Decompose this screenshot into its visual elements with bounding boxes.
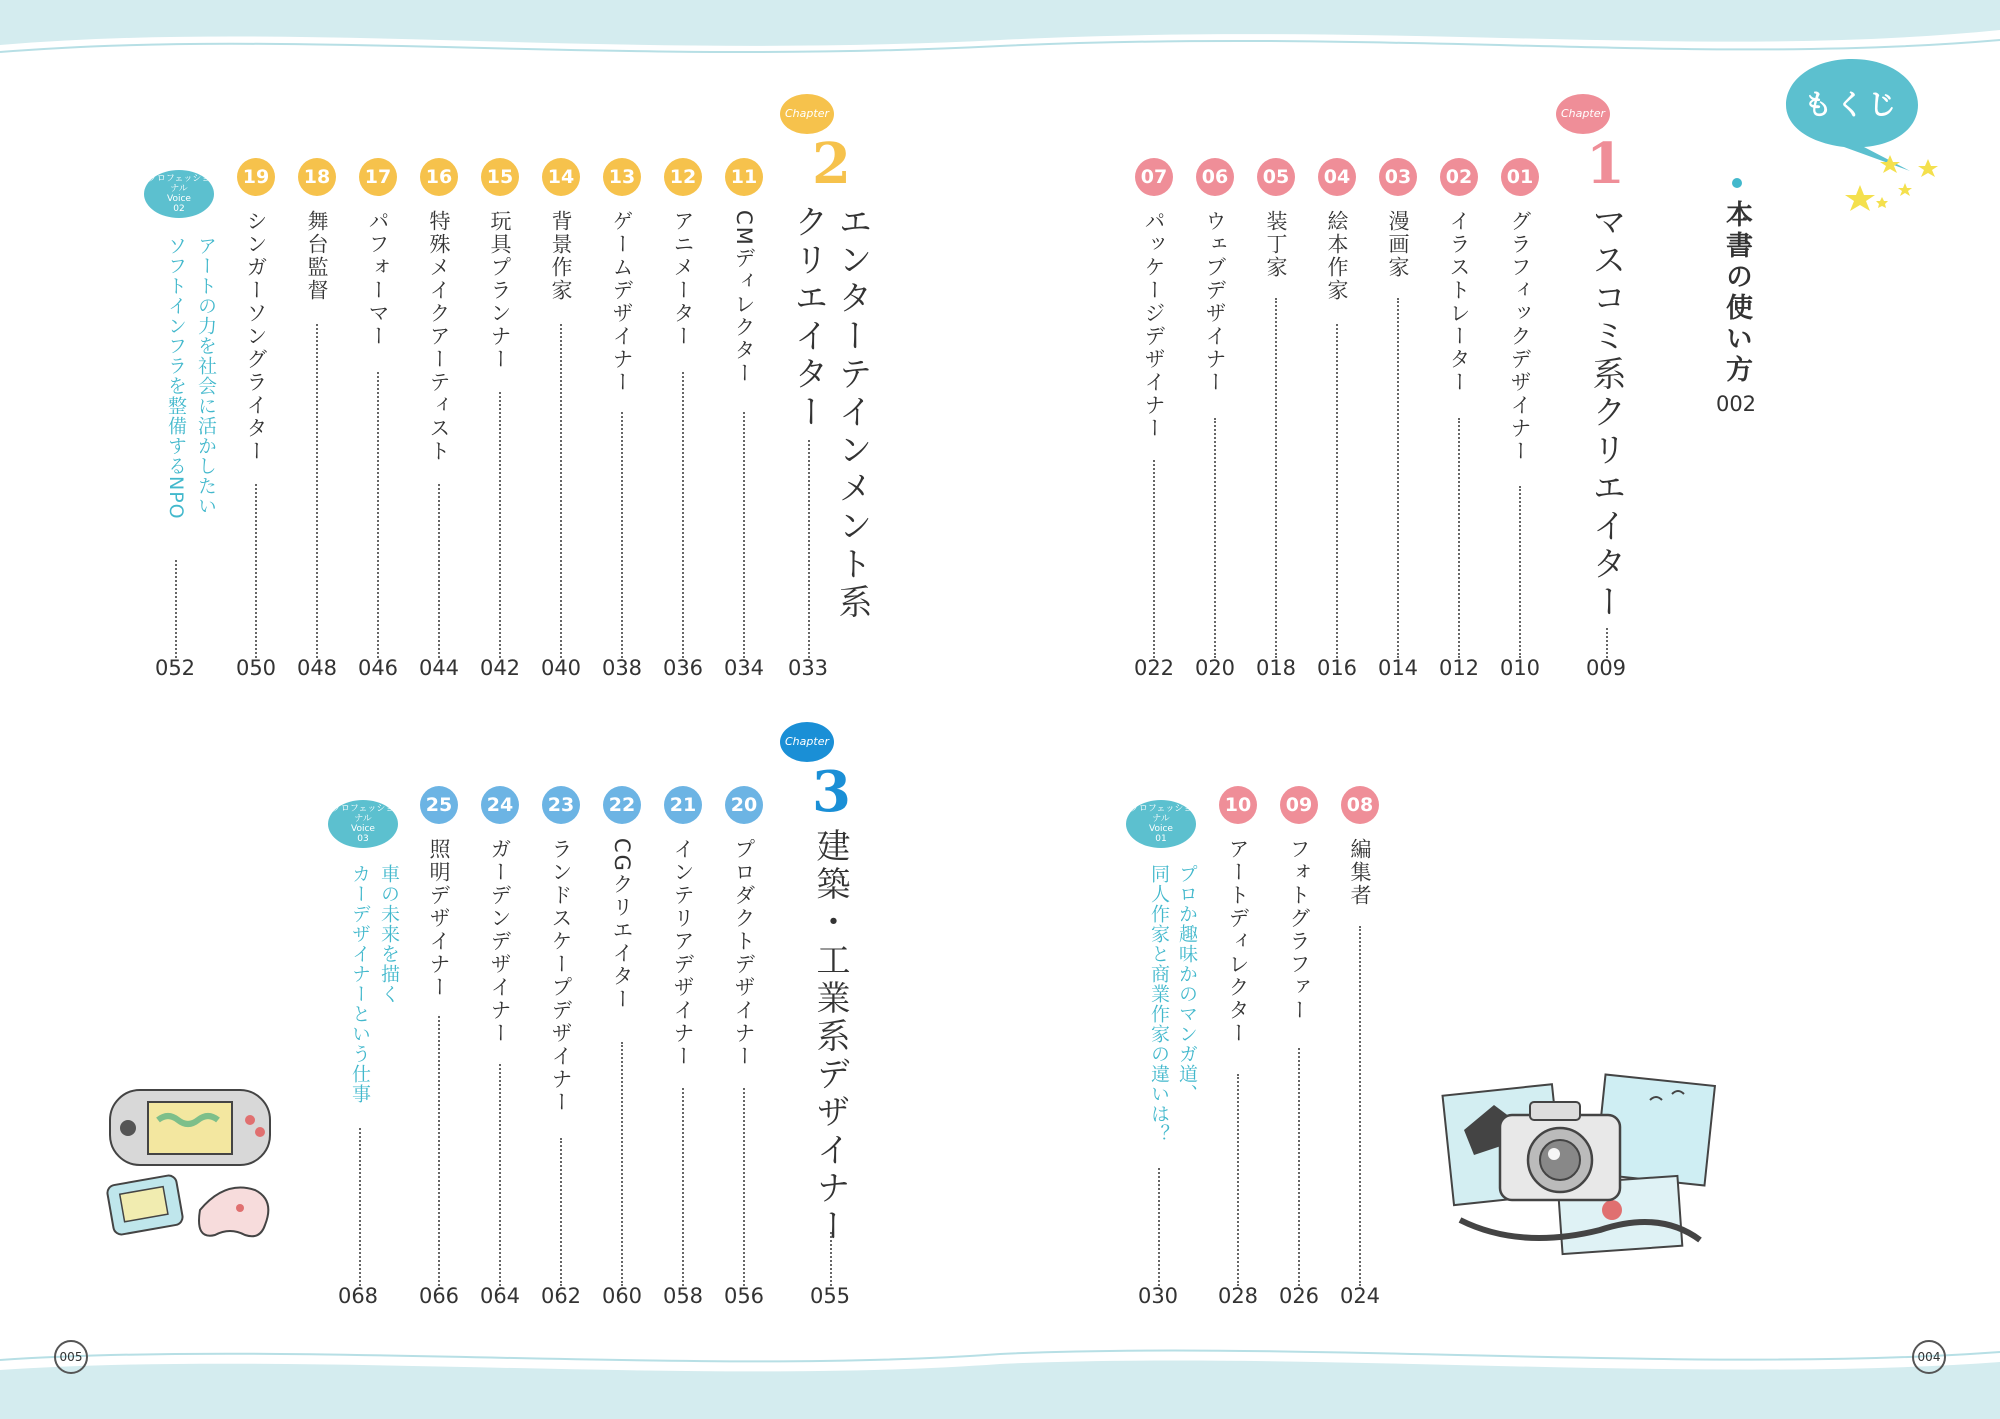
item-title-18[interactable]: 舞台監督 — [305, 210, 329, 302]
item-title-17[interactable]: パフォーマー — [366, 210, 390, 348]
camera-illustration — [1440, 1060, 1720, 1260]
item-title-25[interactable]: 照明デザイナー — [427, 838, 451, 999]
voice03-line1[interactable]: 車の未来を描く — [378, 864, 400, 1004]
voice01-line1[interactable]: プロか趣味かのマンガ道、 — [1176, 864, 1198, 1104]
item-num-11: 11 — [725, 158, 763, 196]
item-page-23: 062 — [540, 1284, 582, 1308]
chapter1-title: マスコミ系クリエイター — [1586, 204, 1626, 622]
item-page-12: 036 — [662, 656, 704, 680]
item-title-24[interactable]: ガーデンデザイナー — [488, 838, 512, 1045]
leader-21 — [682, 1088, 684, 1286]
item-num-19: 19 — [237, 158, 275, 196]
leader-08 — [1359, 926, 1361, 1286]
bottom-wave-band — [0, 1340, 2000, 1419]
voice02-leader — [175, 560, 177, 658]
item-page-19: 050 — [235, 656, 277, 680]
item-num-20: 20 — [725, 786, 763, 824]
voice02-line1[interactable]: アートの力を社会に活かしたい — [195, 236, 217, 516]
item-num-07: 07 — [1135, 158, 1173, 196]
chapter2-title-line1: エンターテインメント系 — [832, 204, 872, 622]
item-page-09: 026 — [1278, 1284, 1320, 1308]
leader-25 — [438, 1016, 440, 1286]
item-page-14: 040 — [540, 656, 582, 680]
item-page-07: 022 — [1133, 656, 1175, 680]
item-page-05: 018 — [1255, 656, 1297, 680]
voice03-page: 068 — [337, 1284, 379, 1308]
intro-title: 本書の使い方 — [1721, 200, 1752, 386]
leader-13 — [621, 412, 623, 658]
item-num-06: 06 — [1196, 158, 1234, 196]
item-num-16: 16 — [420, 158, 458, 196]
item-title-23[interactable]: ランドスケープデザイナー — [549, 838, 573, 1114]
item-page-11: 034 — [723, 656, 765, 680]
leader-18 — [316, 324, 318, 658]
folio-right: 004 — [1912, 1340, 1946, 1374]
item-title-08[interactable]: 編集者 — [1348, 838, 1372, 907]
chapter2-title-line2: クリエイター — [788, 204, 828, 432]
chapter1-badge: Chapter 1 — [1556, 94, 1636, 194]
item-title-22[interactable]: CGクリエイター — [610, 838, 634, 1011]
leader-14 — [560, 324, 562, 658]
item-page-18: 048 — [296, 656, 338, 680]
chapter3-number: 3 — [812, 759, 851, 825]
leader-22 — [621, 1042, 623, 1286]
item-num-14: 14 — [542, 158, 580, 196]
voice03-line2[interactable]: カーデザイナーという仕事 — [349, 864, 371, 1104]
item-title-14[interactable]: 背景作家 — [549, 210, 573, 302]
item-title-03[interactable]: 漫画家 — [1386, 210, 1410, 279]
leader-11 — [743, 412, 745, 658]
chapter3-badge: Chapter 3 — [780, 722, 860, 822]
chapter1-number: 1 — [1586, 131, 1625, 197]
leader-23 — [560, 1138, 562, 1286]
voice02-badge: プロフェッショナル Voice 02 — [144, 170, 214, 218]
item-num-10: 10 — [1219, 786, 1257, 824]
item-num-04: 04 — [1318, 158, 1356, 196]
item-num-08: 08 — [1341, 786, 1379, 824]
item-page-01: 010 — [1499, 656, 1541, 680]
item-num-21: 21 — [664, 786, 702, 824]
item-page-06: 020 — [1194, 656, 1236, 680]
item-title-13[interactable]: ゲームデザイナー — [610, 210, 634, 394]
top-wave-band — [0, 0, 2000, 60]
item-num-22: 22 — [603, 786, 641, 824]
item-num-15: 15 — [481, 158, 519, 196]
item-num-12: 12 — [664, 158, 702, 196]
chapter3-title-leader — [830, 1232, 832, 1286]
intro-page: 002 — [1715, 392, 1757, 416]
item-num-03: 03 — [1379, 158, 1417, 196]
chapter2-title-leader — [808, 440, 810, 658]
leader-07 — [1153, 460, 1155, 658]
item-title-12[interactable]: アニメーター — [671, 210, 695, 348]
item-num-01: 01 — [1501, 158, 1539, 196]
item-title-05[interactable]: 装丁家 — [1264, 210, 1288, 279]
mokuji-label: もくじ — [1803, 88, 1900, 121]
leader-01 — [1519, 486, 1521, 658]
item-page-22: 060 — [601, 1284, 643, 1308]
item-title-10[interactable]: アートディレクター — [1226, 838, 1250, 1045]
voice03-leader — [359, 1128, 361, 1286]
item-num-17: 17 — [359, 158, 397, 196]
item-num-24: 24 — [481, 786, 519, 824]
item-title-19[interactable]: シンガーソングライター — [244, 210, 268, 463]
leader-24 — [499, 1064, 501, 1286]
item-title-09[interactable]: フォトグラファー — [1287, 838, 1311, 1022]
item-title-21[interactable]: インテリアデザイナー — [671, 838, 695, 1068]
item-page-20: 056 — [723, 1284, 765, 1308]
leader-12 — [682, 372, 684, 658]
item-title-04[interactable]: 絵本作家 — [1325, 210, 1349, 302]
item-num-05: 05 — [1257, 158, 1295, 196]
stars-icon — [1830, 135, 1950, 215]
voice02-line2[interactable]: ソフトインフラを整備するNPO — [165, 236, 187, 520]
voice01-page: 030 — [1137, 1284, 1179, 1308]
chapter3-title: 建築・工業系デザイナー — [810, 828, 850, 1246]
leader-03 — [1397, 298, 1399, 658]
chapter2-number: 2 — [812, 131, 851, 197]
voice01-leader — [1158, 1168, 1160, 1286]
chapter2-title-page: 033 — [787, 656, 829, 680]
item-num-13: 13 — [603, 158, 641, 196]
game-console-illustration — [100, 1080, 290, 1250]
item-title-01[interactable]: グラフィックデザイナー — [1508, 210, 1532, 463]
item-title-15[interactable]: 玩具プランナー — [488, 210, 512, 371]
item-page-16: 044 — [418, 656, 460, 680]
leader-16 — [438, 484, 440, 658]
item-title-06[interactable]: ウェブデザイナー — [1203, 210, 1227, 394]
item-page-21: 058 — [662, 1284, 704, 1308]
chapter2-badge: Chapter 2 — [780, 94, 860, 194]
item-page-04: 016 — [1316, 656, 1358, 680]
item-page-10: 028 — [1217, 1284, 1259, 1308]
item-num-02: 02 — [1440, 158, 1478, 196]
leader-05 — [1275, 298, 1277, 658]
item-num-25: 25 — [420, 786, 458, 824]
voice02-page: 052 — [154, 656, 196, 680]
voice01-line2[interactable]: 同人作家と商業作家の違いは？ — [1148, 864, 1170, 1144]
leader-06 — [1214, 418, 1216, 658]
voice01-badge: プロフェッショナル Voice 01 — [1126, 800, 1196, 848]
item-title-16[interactable]: 特殊メイクアーティスト — [427, 210, 451, 463]
item-title-11[interactable]: CMディレクター — [732, 210, 756, 385]
item-page-24: 064 — [479, 1284, 521, 1308]
item-page-08: 024 — [1339, 1284, 1381, 1308]
item-page-15: 042 — [479, 656, 521, 680]
leader-15 — [499, 392, 501, 658]
leader-17 — [377, 372, 379, 658]
leader-04 — [1336, 324, 1338, 658]
item-num-18: 18 — [298, 158, 336, 196]
chapter1-title-page: 009 — [1585, 656, 1627, 680]
item-page-03: 014 — [1377, 656, 1419, 680]
item-page-13: 038 — [601, 656, 643, 680]
voice03-badge: プロフェッショナル Voice 03 — [328, 800, 398, 848]
item-num-23: 23 — [542, 786, 580, 824]
chapter3-title-page: 055 — [809, 1284, 851, 1308]
item-title-20[interactable]: プロダクトデザイナー — [732, 838, 756, 1068]
leader-20 — [743, 1088, 745, 1286]
leader-02 — [1458, 418, 1460, 658]
item-title-07[interactable]: パッケージデザイナー — [1142, 210, 1166, 440]
item-num-09: 09 — [1280, 786, 1318, 824]
intro-bullet — [1732, 178, 1742, 188]
chapter1-title-leader — [1606, 628, 1608, 658]
leader-10 — [1237, 1074, 1239, 1286]
item-page-02: 012 — [1438, 656, 1480, 680]
item-page-25: 066 — [418, 1284, 460, 1308]
item-title-02[interactable]: イラストレーター — [1447, 210, 1471, 394]
leader-19 — [255, 484, 257, 658]
folio-left: 005 — [54, 1340, 88, 1374]
leader-09 — [1298, 1048, 1300, 1286]
item-page-17: 046 — [357, 656, 399, 680]
